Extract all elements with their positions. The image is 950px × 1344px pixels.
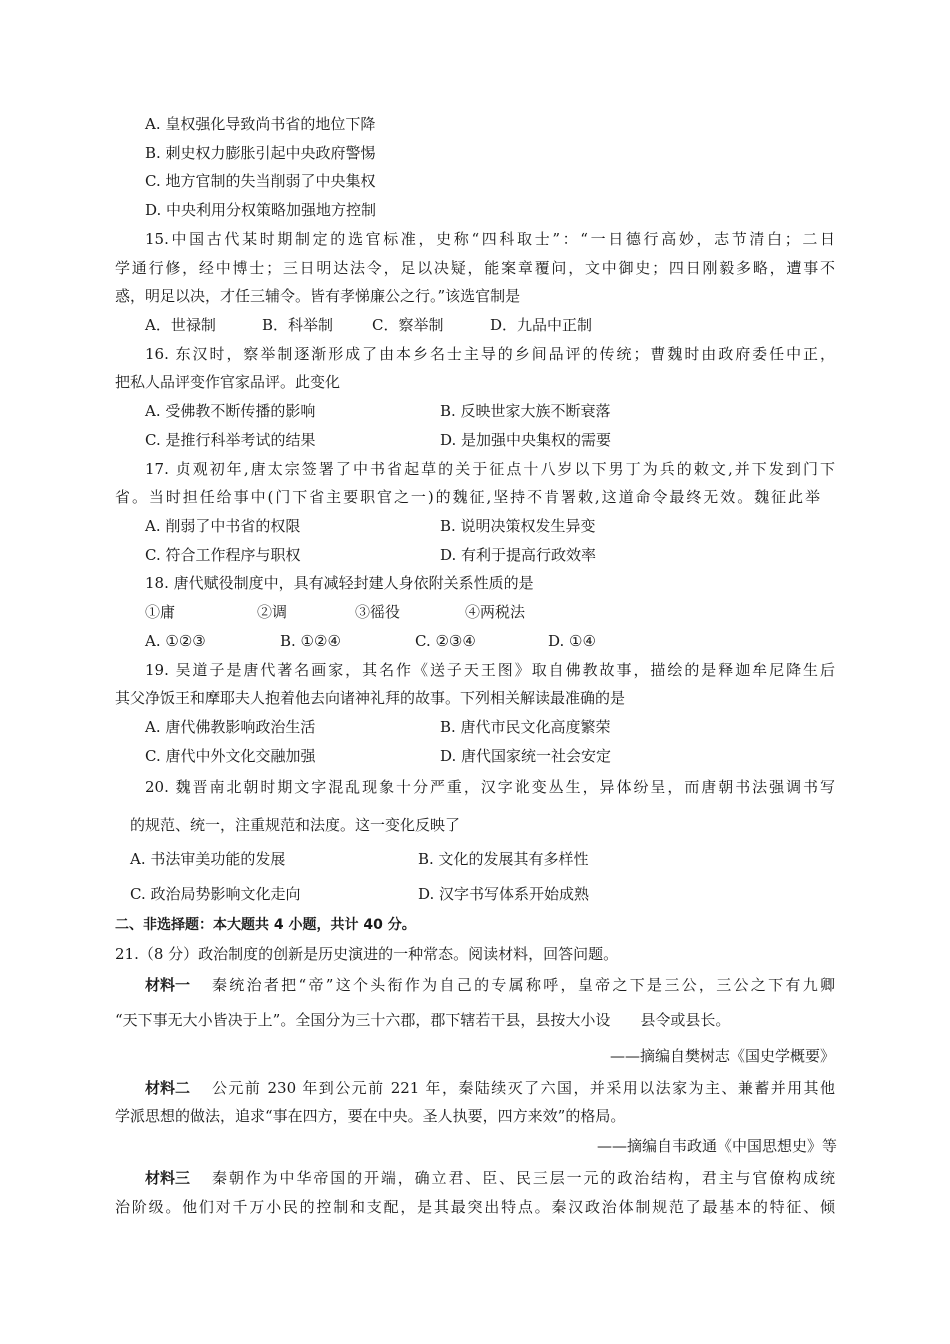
question-stem: 15.中国古代某时期制定的选官标准，史称“四科取士”：“一日德行高妙，志节清白；二日 [145,230,835,248]
material-label: 材料一 [145,976,191,994]
material-text: 学派思想的做法，追求“事在四方，要在中央。圣人执要，四方来效”的格局。 [115,1107,626,1125]
option-d: D. 唐代国家统一社会安定 [440,747,612,765]
option-d: D. 中央利用分权策略加强地方控制 [145,201,377,219]
question-stem: 把私人品评变作官家品评。此变化 [115,373,341,391]
option-b: B. 刺史权力膨胀引起中央政府警惕 [145,144,376,162]
option-c: C. 地方官制的失当削弱了中央集权 [145,172,376,190]
material-label: 材料三 [145,1169,191,1187]
material-text: 治阶级。他们对千万小民的控制和支配，是其最突出特点。秦汉政治体制规范了最基本的特征、倾 [115,1198,835,1216]
option-a: A. 受佛教不断传播的影响 [145,402,316,420]
option-b: B. 文化的发展其有多样性 [418,850,589,868]
question-stem: 其父净饭王和摩耶夫人抱着他去向诸神礼拜的故事。下列相关解读最准确的是 [115,689,626,707]
question-stem: 21.（8 分）政治制度的创新是历史演进的一种常态。阅读材料，回答问题。 [115,945,619,963]
option-b: B. 反映世家大族不断衰落 [440,402,611,420]
question-stem: 17. 贞观初年,唐太宗签署了中书省起草的关于征点十八岁以下男丁为兵的敕文,并下发到门下 [145,460,835,478]
option-d: D. ①④ [548,632,596,650]
material-source: ——摘编自樊树志《国史学概要》 [609,1047,835,1065]
question-stem: 19. 吴道子是唐代著名画家，其名作《送子天王图》取自佛教故事，描绘的是释迦牟尼降生后 [145,661,835,679]
option-d: D. 是加强中央集权的需要 [440,431,612,449]
option-a: A. 皇权强化导致尚书省的地位下降 [145,115,376,133]
option-a: A. 削弱了中书省的权限 [145,517,301,535]
option-b: B. ①②④ [280,632,341,650]
option-d: D. 汉字书写体系开始成熟 [418,885,590,903]
material-text: 公元前 230 年到公元前 221 年，秦陆续灭了六国，并采用以法家为主、兼蓄并用其他 [212,1079,835,1097]
material-text: 秦朝作为中华帝国的开端，确立君、臣、民三层一元的政治结构，君主与官僚构成统 [212,1169,835,1187]
option-c: C. 符合工作程序与职权 [145,546,301,564]
material-label: 材料二 [145,1079,191,1097]
material-text: “天下事无大小皆决于上”。全国分为三十六郡，郡下辖若干县，县按大小设 县令或县长。 [115,1011,731,1029]
option-b: B．科举制 [262,316,334,334]
option-c: C. 唐代中外文化交融加强 [145,747,316,765]
question-stem: 惑，明足以决，才任三辅令。皆有孝悌廉公之行。”该选官制是 [115,287,521,305]
question-stem: 省。当时担任给事中(门下省主要职官之一)的魏征,坚持不肯署敕,这道命令最终无效。魏征此举 [115,488,820,506]
option-b: B. 唐代市民文化高度繁荣 [440,718,611,736]
option-a: A. 书法审美功能的发展 [130,850,286,868]
option-c: C. 政治局势影响文化走向 [130,885,301,903]
item-3: ③徭役 [355,603,401,621]
item-2: ②调 [257,603,288,621]
question-stem: 20. 魏晋南北朝时期文字混乱现象十分严重，汉字讹变丛生，异体纷呈，而唐朝书法强调书写 [145,778,835,796]
question-stem: 的规范、统一，注重规范和法度。这一变化反映了 [130,816,461,834]
option-a: A. 唐代佛教影响政治生活 [145,718,316,736]
option-a: A. ①②③ [145,632,206,650]
option-b: B. 说明决策权发生异变 [440,517,596,535]
option-c: C．察举制 [372,316,444,334]
option-d: D．九品中正制 [490,316,593,334]
material-text: 秦统治者把“帝”这个头衔作为自己的专属称呼，皇帝之下是三公，三公之下有九卿 [212,976,835,994]
option-d: D. 有利于提高行政效率 [440,546,597,564]
question-stem: 18. 唐代赋役制度中，具有减轻封建人身依附关系性质的是 [145,574,534,592]
material-source: ——摘编自韦政通《中国思想史》等 [596,1137,837,1155]
question-stem: 学通行修，经中博士；三日明达法令，足以决疑，能案章覆问，文中御史；四日刚毅多略，遭事不 [115,259,835,277]
option-c: C. 是推行科举考试的结果 [145,431,316,449]
item-4: ④两税法 [465,603,526,621]
question-stem: 16. 东汉时，察举制逐渐形成了由本乡名士主导的乡间品评的传统；曹魏时由政府委任中正， [145,345,835,363]
option-c: C. ②③④ [415,632,476,650]
option-a: A．世禄制 [145,316,216,334]
item-1: ①庸 [145,603,176,621]
section-heading: 二、非选择题：本大题共 4 小题，共计 40 分。 [115,917,416,933]
